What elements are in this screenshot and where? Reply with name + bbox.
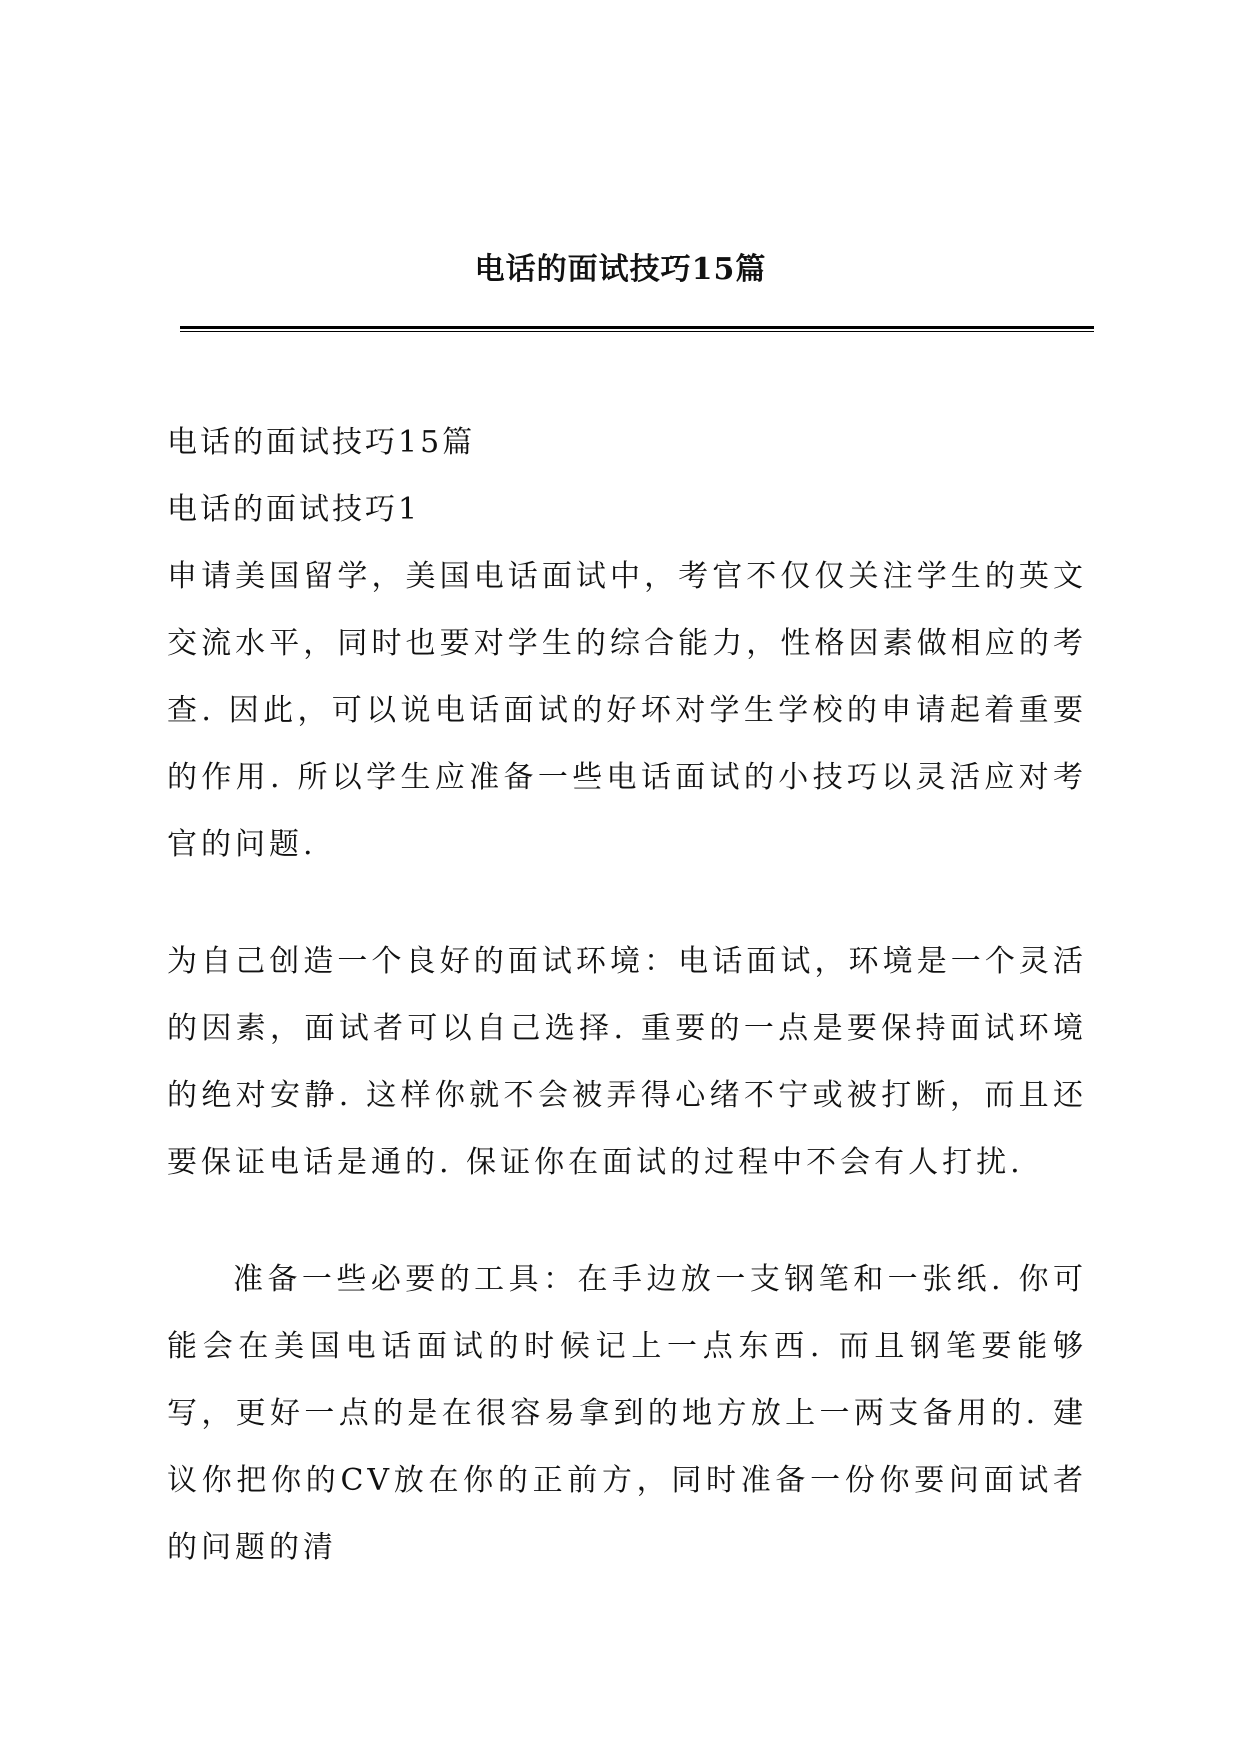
document-title: 电话的面试技巧15篇 [474,252,767,287]
title-divider-thin [180,331,1094,332]
paragraph: 为自己创造一个良好的面试环境：电话面试，环境是一个灵活的因素，面试者可以自己选择. 重要的一点是要保持面试环境的绝对安静. 这样你就不会被弄得心绪不宁或被打断，而且还要保证电话是通的. 保证你在面试的过程中不会有人打扰. [167,944,1087,1180]
title-divider-thick [180,326,1094,329]
paragraph: 准备一些必要的工具：在手边放一支钢笔和一张纸. 你可能会在美国电话面试的时候记上一点东西. 而且钢笔要能够写，更好一点的是在很容易拿到的地方放上一两支备用的. 建议你把你的CV放在你的正前方，同时准备一份你要问面试者的问题的清 [167,1262,1087,1565]
paragraph: 申请美国留学，美国电话面试中，考官不仅仅关注学生的英文交流水平，同时也要对学生的综合能力，性格因素做相应的考查. 因此，可以说电话面试的好坏对学生学校的申请起着重要的作用. 所以学生应准备一些电话面试的小技巧以灵活应对考官的问题. [167,559,1087,862]
subheading: 电话的面试技巧1 [167,492,421,527]
heading-line: 电话的面试技巧15篇 [167,425,476,460]
